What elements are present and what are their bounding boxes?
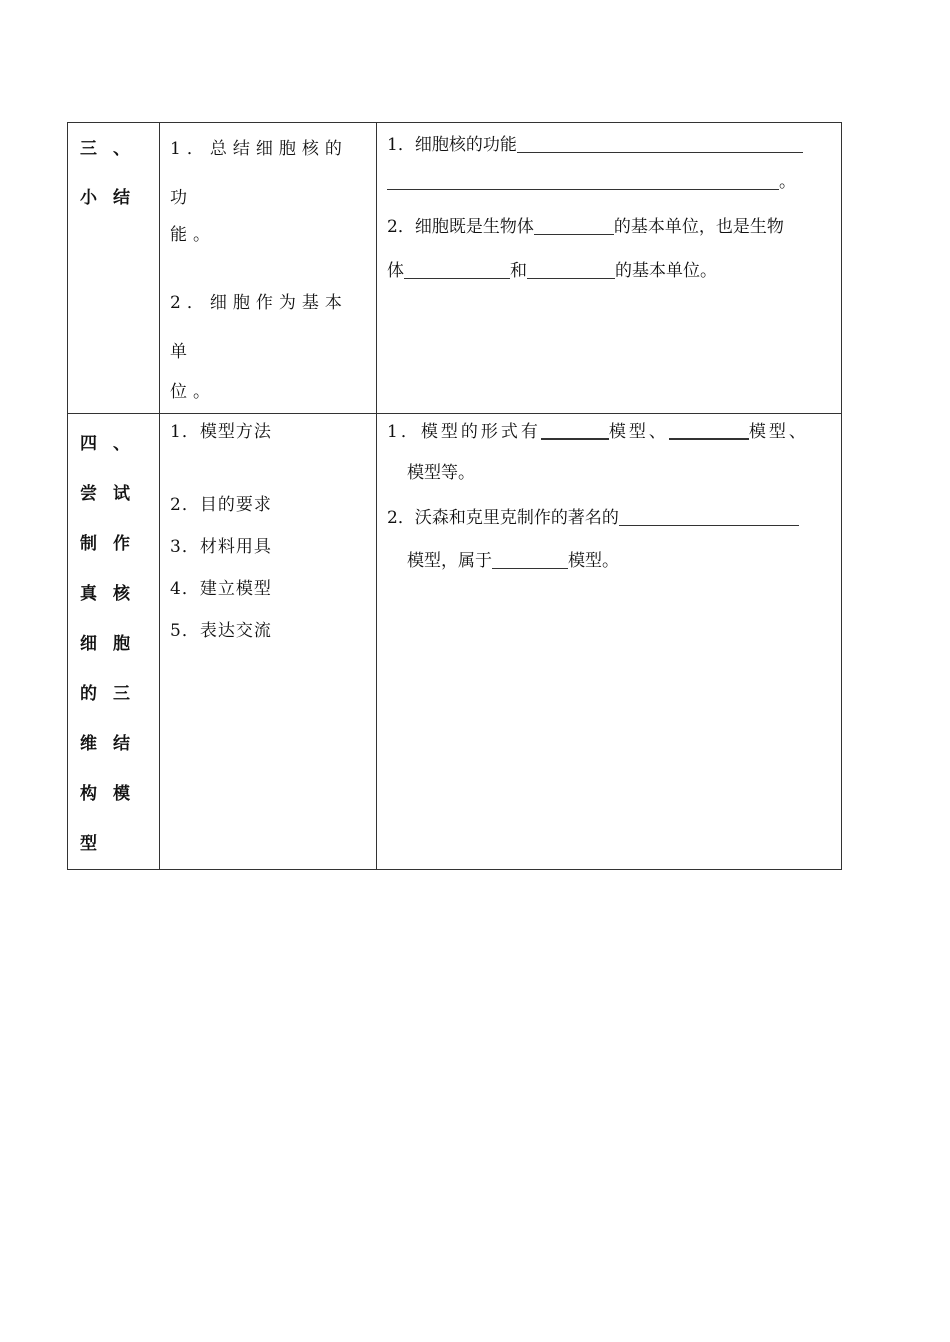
summary-item-1-line2: 能。 [170,225,216,245]
summary-q2-text-a: 2．细胞既是生物体 [387,217,534,237]
summary-item-1-line1: 1．总结细胞核的功 [170,139,348,208]
section-summary-row [68,123,842,414]
model-q1-text-d: 模型等。 [407,463,475,483]
model-item-3: 3．材料用具 [170,537,272,557]
fill-blank[interactable] [517,135,803,153]
model-q1-text-a: 1．模型的形式有 [387,422,541,442]
summary-q1-label: 1．细胞核的功能 [387,135,517,155]
section-summary-title: 三、小结 [80,139,146,208]
fill-blank[interactable] [534,217,614,235]
section-summary-exercise-cell [377,123,842,414]
summary-q2-text-d: 和 [510,261,527,281]
section-model-title-cell [68,414,160,870]
model-q2-text-a: 2．沃森和克里克制作的著名的 [387,508,619,528]
section-summary-content-cell [160,123,377,414]
summary-q2-text-e: 的基本单位。 [615,261,717,281]
section-model-row [68,414,842,870]
model-item-2: 2．目的要求 [170,495,272,515]
summary-q1-end: 。 [779,172,796,192]
model-q2-text-c: 模型。 [568,551,619,571]
fill-blank[interactable] [541,421,609,440]
fill-blank[interactable] [492,551,568,569]
fill-blank[interactable] [669,421,749,440]
fill-blank[interactable] [619,508,799,526]
fill-blank[interactable] [527,261,615,279]
fill-blank[interactable] [387,172,779,190]
section-model-title: 四、尝试制作真核细胞的三维结构模型 [80,434,146,854]
section-model-content-cell [160,414,377,870]
model-item-1: 1．模型方法 [170,422,272,442]
summary-q2-text-c: 体 [387,261,404,281]
summary-item-2-line1: 2．细胞作为基本单 [170,293,348,362]
model-item-4: 4．建立模型 [170,579,272,599]
model-q1-text-c: 模型、 [748,422,809,442]
summary-item-2-line2: 位。 [170,382,216,402]
section-summary-title-cell [68,123,160,414]
worksheet-table [67,122,842,870]
summary-q2-text-b: 的基本单位，也是生物 [613,217,784,237]
model-item-5: 5．表达交流 [170,621,272,641]
fill-blank[interactable] [404,261,510,279]
section-model-exercise-cell [377,414,842,870]
model-q1-text-b: 模型、 [608,422,669,442]
model-q2-text-b: 模型，属于 [407,551,492,571]
